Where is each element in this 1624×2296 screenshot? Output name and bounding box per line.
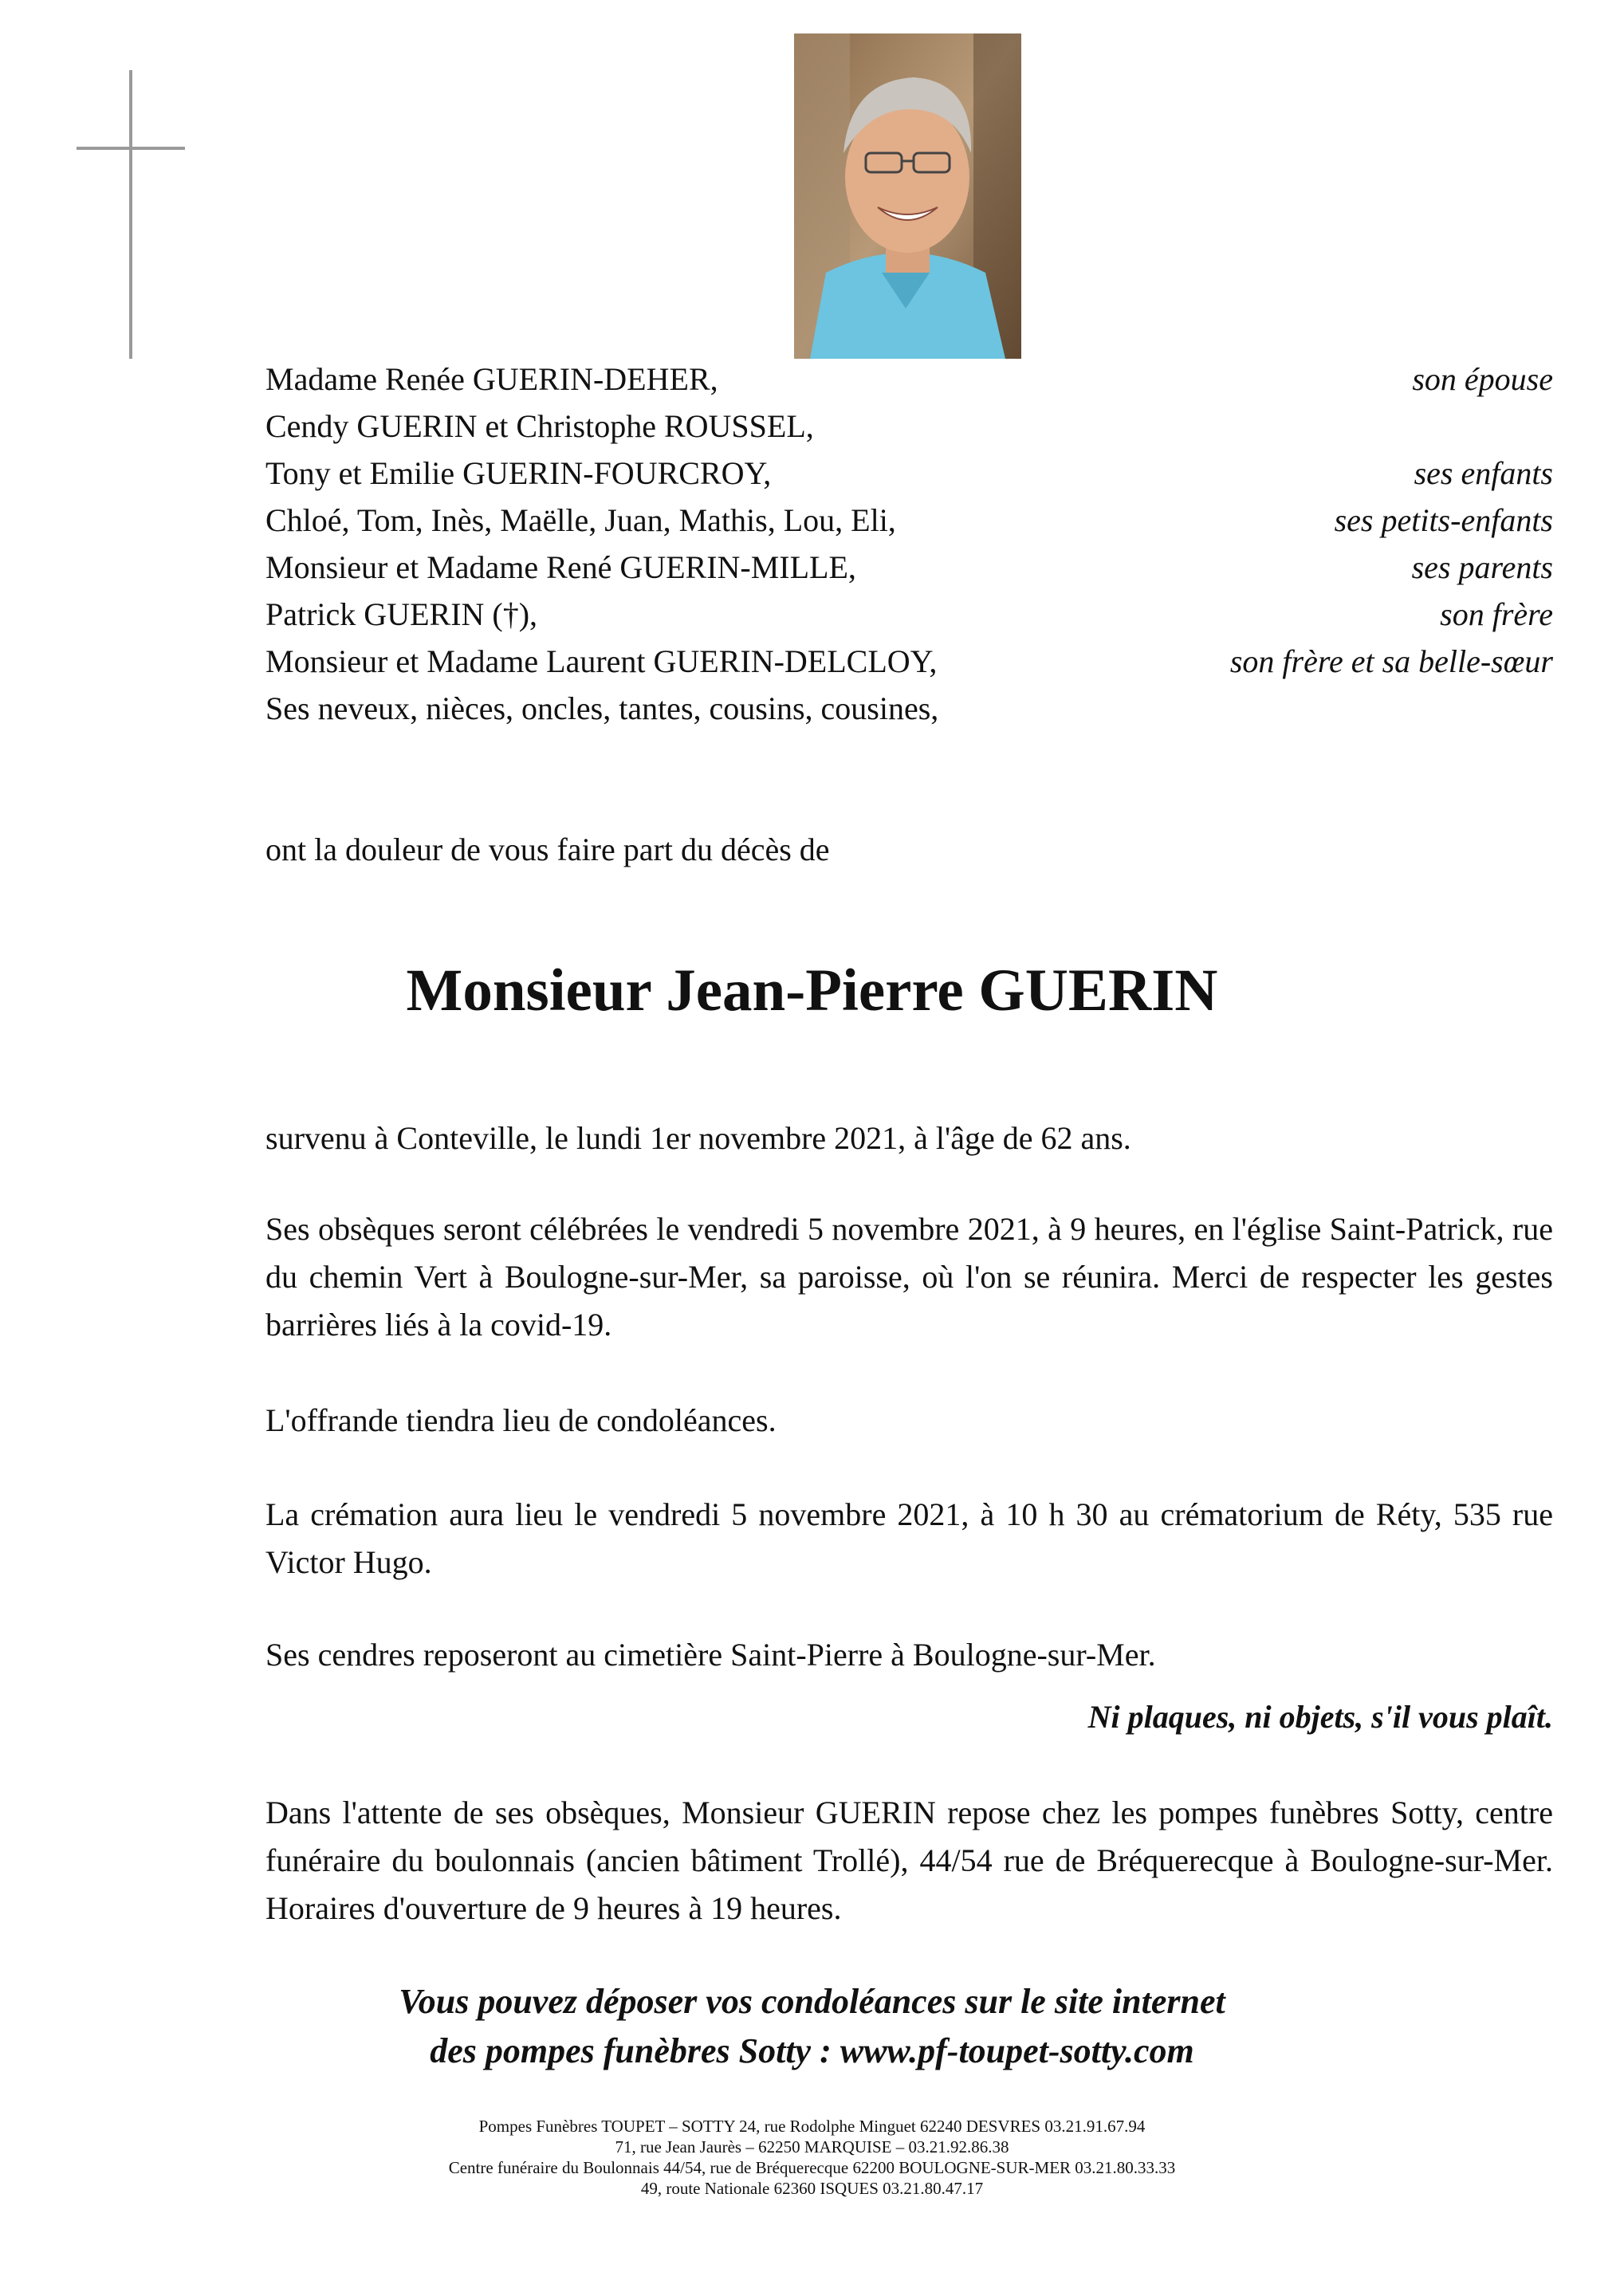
family-row xyxy=(265,544,1553,591)
family-member: Tony et Emilie GUERIN-FOURCROY, xyxy=(265,455,772,491)
cross-icon xyxy=(129,70,132,359)
family-member: Monsieur et Madame René GUERIN-MILLE, xyxy=(265,549,856,585)
family-relation: ses enfants xyxy=(1414,455,1553,491)
funeral-text: Ses obsèques seront célébrées le vendredi 5 novembre 2021, à 9 heures, en l'église Saint-Patrick, rue du chemin Vert à Boulogne-sur-Mer, sa paroisse, où l'on se réunira. Merci de respecter les gestes barrières liés à la covid-19. xyxy=(265,1211,1553,1343)
condolences-line: Vous pouvez déposer vos condoléances sur le site internet xyxy=(399,1982,1225,2021)
family-row xyxy=(265,638,1553,685)
family-row xyxy=(265,685,1553,732)
footer-line: 49, route Nationale 62360 ISQUES 03.21.80.47.17 xyxy=(640,2179,984,2198)
family-member: Monsieur et Madame Laurent GUERIN-DELCLOY, xyxy=(265,643,938,679)
family-row xyxy=(265,497,1553,544)
family-member: Chloé, Tom, Inès, Maëlle, Juan, Mathis, Lou, Eli, xyxy=(265,502,896,538)
family-member: Madame Renée GUERIN-DEHER, xyxy=(265,361,718,397)
ashes-text: Ses cendres reposeront au cimetière Saint-Pierre à Boulogne-sur-Mer. xyxy=(265,1637,1156,1673)
cremation-text: La crémation aura lieu le vendredi 5 novembre 2021, à 10 h 30 au crématorium de Réty, 535 rue Victor Hugo. xyxy=(265,1496,1553,1580)
condolences-notice xyxy=(0,1977,1624,2076)
cross-icon-bar xyxy=(77,147,185,150)
family-row xyxy=(265,403,1553,450)
footer-line: Centre funéraire du Boulonnais 44/54, rue de Bréquerecque 62200 BOULOGNE-SUR-MER 03.21.80.33.33 xyxy=(448,2158,1176,2177)
condolences-line: des pompes funèbres Sotty : www.pf-toupet-sotty.com xyxy=(430,2031,1194,2070)
footer-line: Pompes Funèbres TOUPET – SOTTY 24, rue Rodolphe Minguet 62240 DESVRES 03.21.91.67.94 xyxy=(478,2117,1146,2136)
footer-line: 71, rue Jean Jaurès – 62250 MARQUISE – 03.21.92.86.38 xyxy=(615,2137,1009,2156)
portrait-photo xyxy=(794,33,1021,359)
family-row xyxy=(265,450,1553,497)
family-relation: ses petits-enfants xyxy=(1334,502,1553,538)
death-info-text: survenu à Conteville, le lundi 1er novembre 2021, à l'âge de 62 ans. xyxy=(265,1120,1131,1156)
family-relation: son frère et sa belle-sœur xyxy=(1229,643,1553,679)
family-member: Ses neveux, nièces, oncles, tantes, cousins, cousines, xyxy=(265,690,939,726)
family-row xyxy=(265,591,1553,638)
no-flowers-notice: Ni plaques, ni objets, s'il vous plaît. xyxy=(1087,1699,1553,1735)
offering-text: L'offrande tiendra lieu de condoléances. xyxy=(265,1402,777,1438)
rest-location-text: Dans l'attente de ses obsèques, Monsieur GUERIN repose chez les pompes funèbres Sotty, centre funéraire du boulonnais (ancien bâtiment Trollé), 44/54 rue de Bréquerecque à Boulogne-sur-Mer. Horaires d'ouverture de 9 heures à 19 heures. xyxy=(265,1795,1553,1926)
family-member: Cendy GUERIN et Christophe ROUSSEL, xyxy=(265,408,814,444)
family-relation: son épouse xyxy=(1412,361,1553,397)
family-list xyxy=(265,356,1553,732)
family-row xyxy=(265,356,1553,403)
family-relation: ses parents xyxy=(1411,549,1553,585)
family-member: Patrick GUERIN (†), xyxy=(265,596,538,632)
family-relation: son frère xyxy=(1440,596,1553,632)
funeral-home-footer xyxy=(0,2116,1624,2199)
deceased-name: Monsieur Jean-Pierre GUERIN xyxy=(406,957,1218,1024)
announcement-text: ont la douleur de vous faire part du décès de xyxy=(265,832,830,867)
